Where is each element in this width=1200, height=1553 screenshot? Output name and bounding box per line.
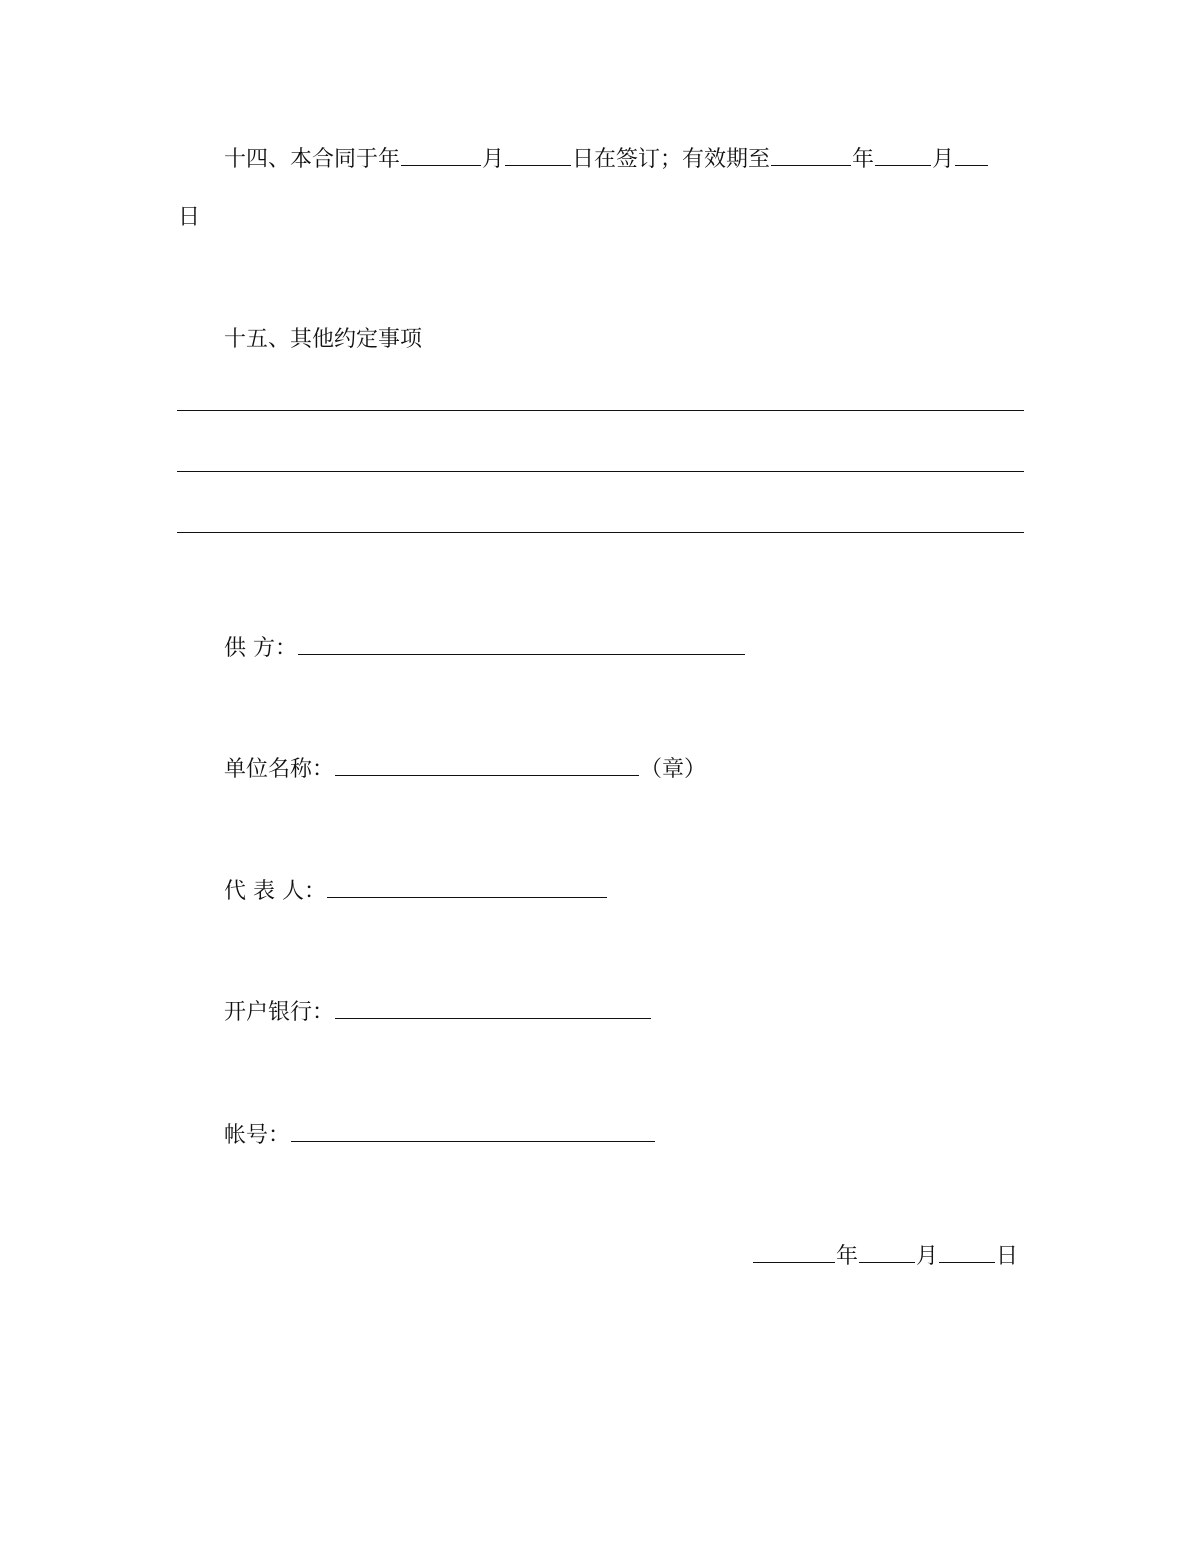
supplier-blank[interactable] [298,632,745,655]
supplier-line [224,632,746,664]
bank-line [224,996,652,1028]
account-line [224,1119,656,1151]
expiry-year-blank[interactable] [771,143,851,166]
other-terms-line-1[interactable] [177,410,1024,411]
footer-day-blank[interactable] [939,1240,995,1263]
other-terms-line-3[interactable] [177,532,1024,533]
account-label: 帐号： [224,1123,291,1148]
other-terms-line-2[interactable] [177,471,1024,472]
expiry-day-blank[interactable] [955,143,988,166]
seal-label: （章） [640,757,707,782]
footer-month-blank[interactable] [859,1240,915,1263]
clause14-line [224,143,989,175]
representative-label: 代 表 人： [224,879,326,904]
bank-label: 开户银行： [224,1000,335,1025]
footer-year-label: 年 [836,1244,859,1269]
unit-name-line [224,753,706,785]
clause14-text-start: 十四、本合同于年 [224,147,401,172]
representative-blank[interactable] [327,875,607,898]
clause14-month-label: 月 [482,147,505,172]
footer-year-blank[interactable] [753,1240,835,1263]
clause14-day-label: 日 [178,205,201,230]
date-footer [752,1240,1018,1272]
footer-month-label: 月 [916,1244,939,1269]
clause14-month2-label: 月 [932,147,955,172]
clause14-day-line [178,203,200,233]
clause15-title: 十五、其他约定事项 [224,327,423,352]
sign-month-blank[interactable] [505,143,571,166]
footer-day-label: 日 [996,1244,1019,1269]
bank-blank[interactable] [335,996,651,1019]
clause14-sign-text: 日在签订；有效期至 [572,147,771,172]
sign-year-blank[interactable] [401,143,481,166]
expiry-month-blank[interactable] [875,143,931,166]
unit-name-blank[interactable] [335,753,639,776]
unit-name-label: 单位名称： [224,757,335,782]
supplier-label: 供 方： [224,636,297,661]
representative-line [224,875,608,907]
clause14-year-label: 年 [852,147,875,172]
account-blank[interactable] [291,1119,655,1142]
